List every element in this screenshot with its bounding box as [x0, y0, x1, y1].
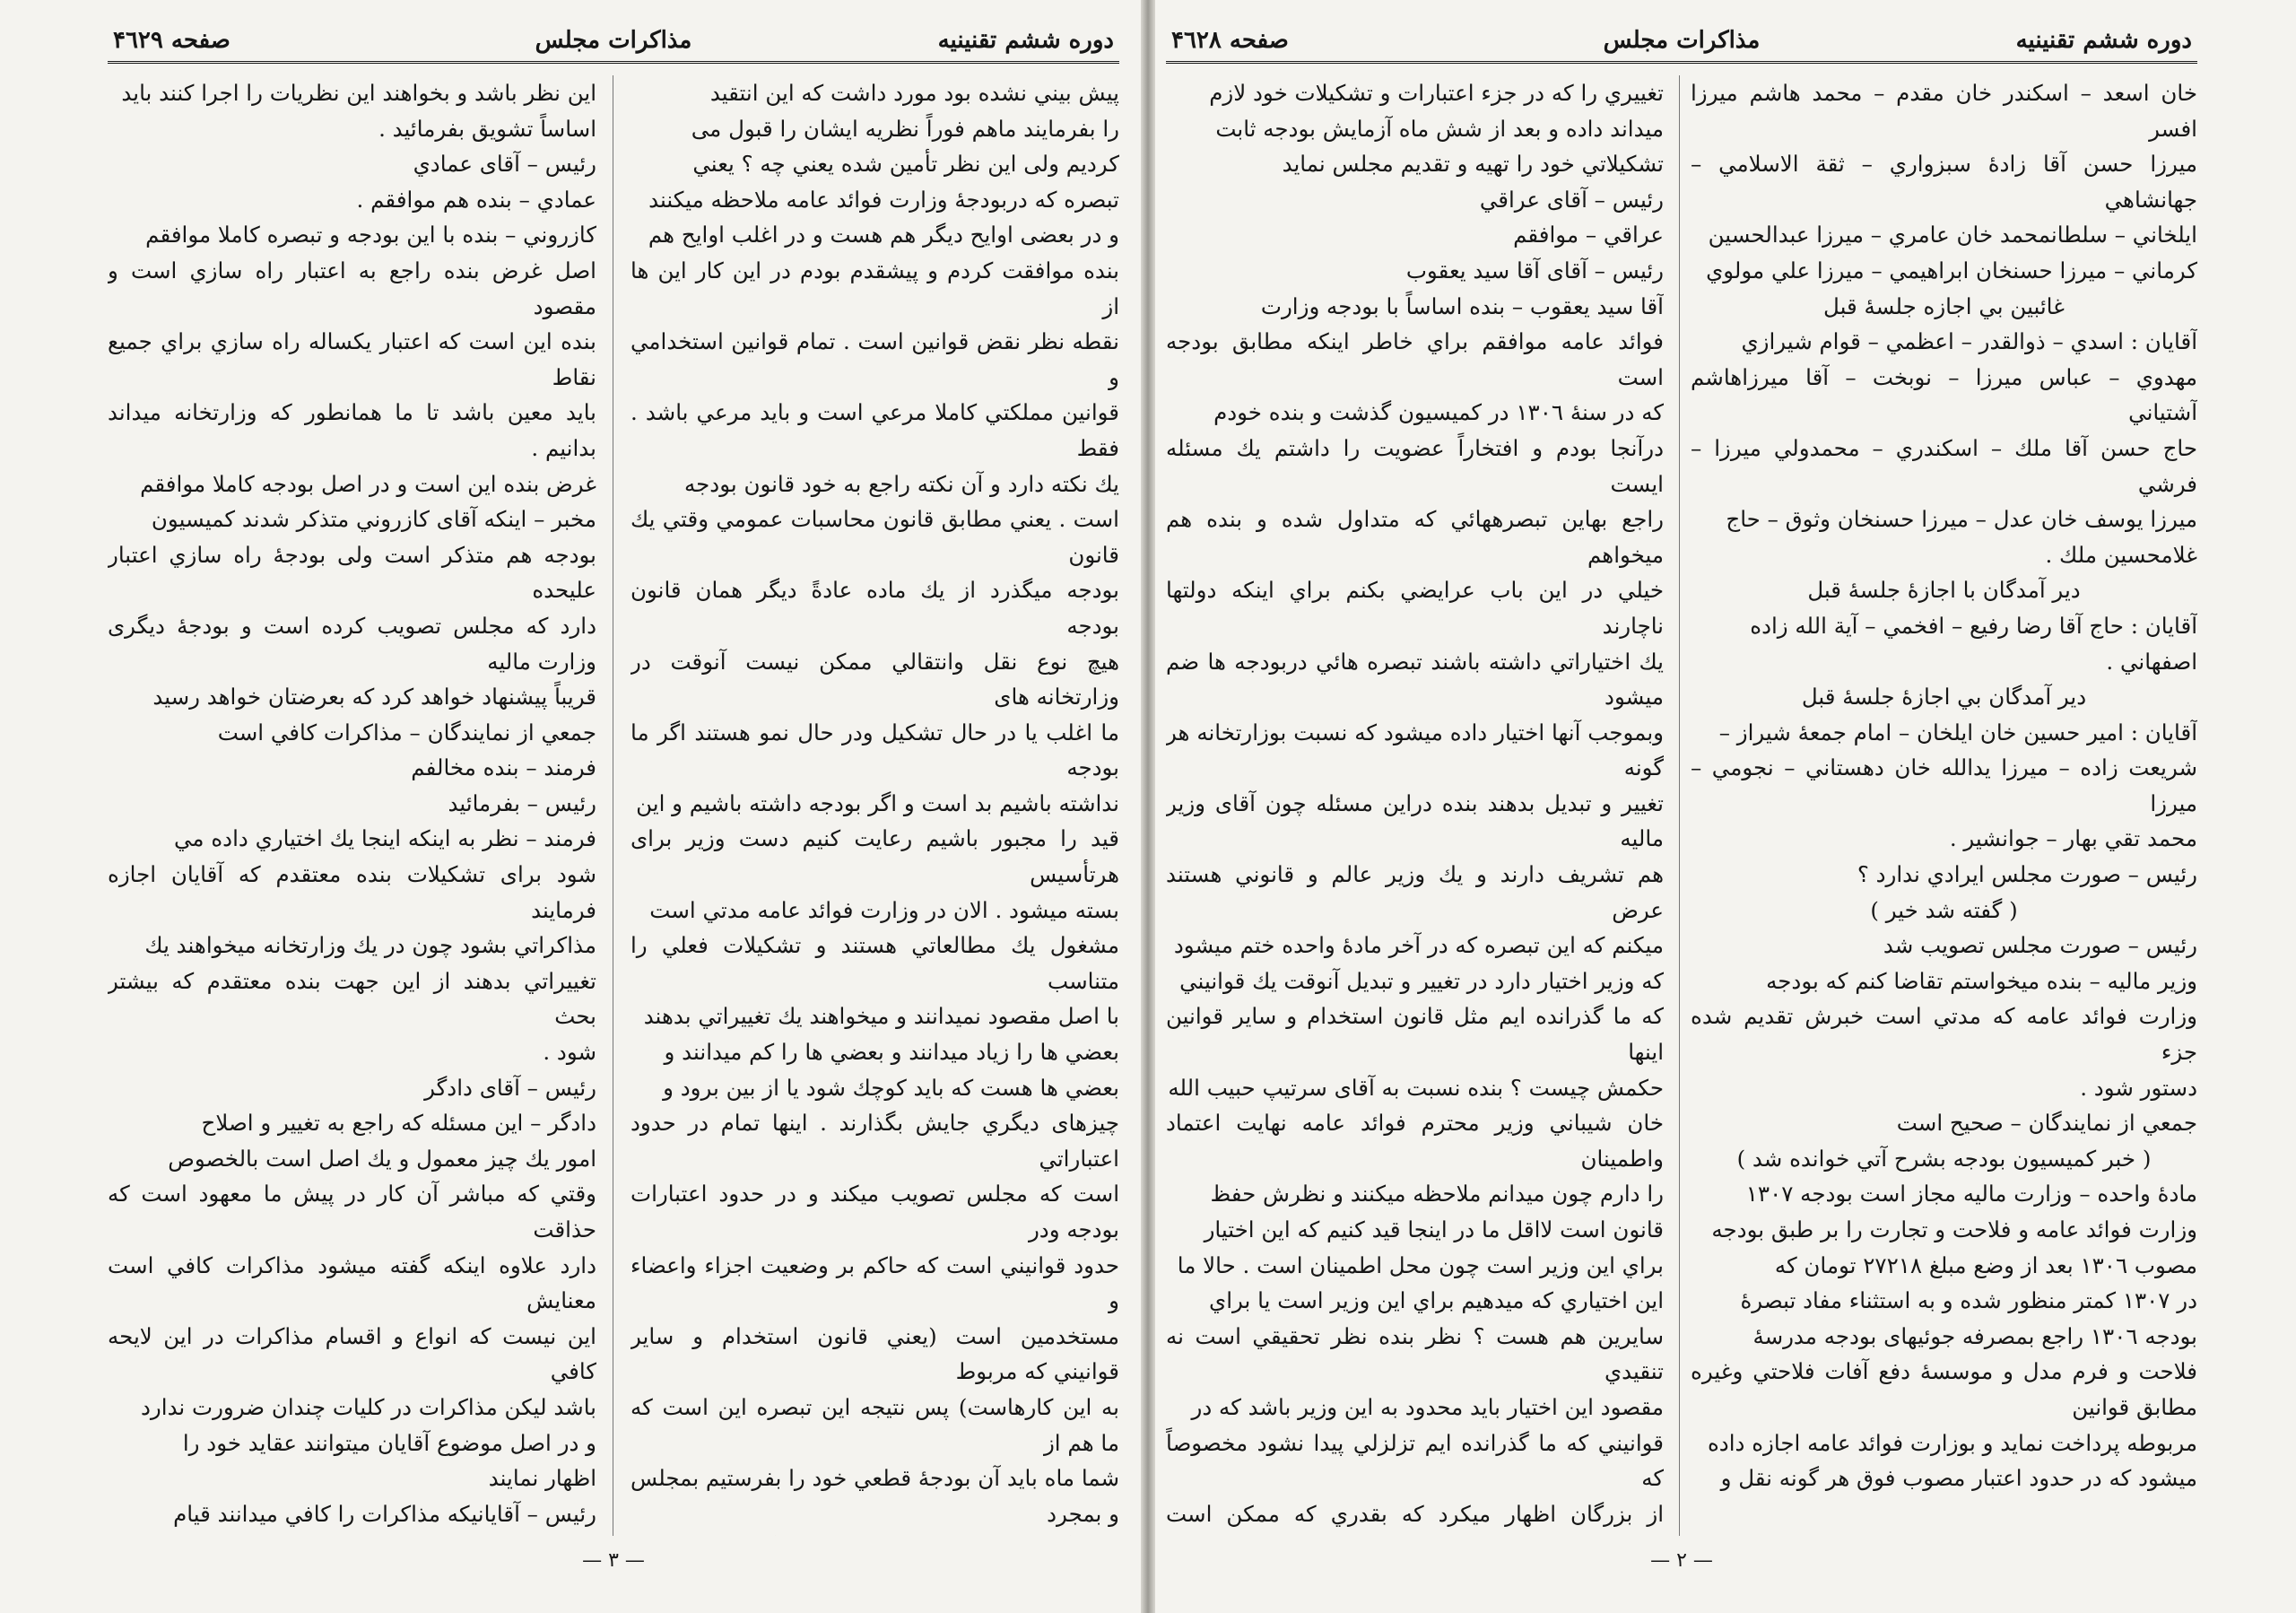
text-line: خان شيباني وزير محترم فوائد عامه نهايت اعتماد واطمينان — [1166, 1110, 1664, 1172]
text-line: و در بعضى اوايح ديگر هم هست و در اغلب اوايح هم — [648, 222, 1119, 248]
text-line: دادگر – اين مسئله كه راجع به تغيير و اصلاح — [201, 1110, 596, 1137]
text-line: ( گفته شد خير ) — [1870, 896, 2018, 923]
text-line: دارد كه مجلس تصويب كرده است و بودجهٔ ديگرى وزارت ماليه — [108, 612, 596, 675]
text-line: بودجه ١٣٠٦ راجع بمصرفه جوئيهاى بودجه مدرسهٔ — [1752, 1322, 2197, 1349]
text-line: حدود قوانيني است كه حاكم بر وضعيت اجزاء واعضاء و — [631, 1251, 1119, 1314]
text-line: و در اصل موضوع آقايان ميتوانند عقايد خود را — [182, 1429, 596, 1456]
text-line: را دارم چون ميدانم ملاحظه ميكنند و نظرش حفظ — [1210, 1181, 1664, 1208]
text-line: شود . — [543, 1039, 596, 1066]
text-line: دير آمدگان بي اجازهٔ جلسهٔ قبل — [1801, 684, 2087, 711]
text-line: عراقي – موافقم — [1513, 222, 1664, 248]
text-line: اساساً تشويق بفرمائيد . — [378, 115, 596, 142]
text-line: چيزهاى ديگري جايش بگذارند . اينها تمام در حدود اعتباراتي — [631, 1110, 1119, 1172]
text-column-left — [108, 75, 596, 1536]
text-line: تغييراتي بدهند از اين جهت بنده معتقدم كه بيشتر بحث — [108, 967, 596, 1030]
text-column-right — [1691, 75, 2197, 1536]
right-page-columns — [1166, 75, 2197, 1536]
text-line: مهدوي – عباس ميرزا – نوبخت – آقا ميرزاهاشم آشتياني — [1691, 363, 2197, 426]
text-line: دستور شود . — [2080, 1074, 2197, 1101]
text-line: اصفهاني . — [2106, 648, 2197, 675]
text-line: بسته ميشود . الان در وزارت فوائد عامه مدتي است — [649, 896, 1119, 923]
text-line: آقايان : اسدي – ذوالقدر – اعظمي – قوام شيرازي — [1741, 328, 2197, 355]
right-page — [1166, 20, 2197, 1581]
text-line: ( خبر كميسيون بودجه بشرح آتي خوانده شد ) — [1736, 1145, 2152, 1172]
text-line: حاج حسن آقا ملك – اسكندري – محمدولي ميرزا – فرشي — [1691, 434, 2197, 497]
text-line: فوائد عامه موافقم براي خاطر اينكه مطابق بودجه است — [1166, 328, 1664, 390]
text-line: كرديم ولى اين نظر تأمين شده يعني چه ؟ يعني — [692, 151, 1119, 178]
session-label: دوره ششم تقنينيه — [937, 27, 1114, 54]
text-line: قوانين مملكتي كاملا مرعي است و بايد مرعي باشد . فقط — [631, 399, 1119, 461]
text-line: رئيس – آقاى دادگر — [424, 1074, 596, 1101]
column-divider — [1679, 75, 1680, 1536]
text-line: بنده موافقت كردم و پيشقدم بودم در اين كار اين ها از — [631, 257, 1119, 319]
text-line: غلامحسين ملك . — [2045, 541, 2197, 568]
text-line: قريباً پيشنهاد خواهد كرد كه بعرضتان خواهد رسيد — [152, 684, 596, 711]
text-line: ميداند داده و بعد از شش ماه آزمايش بودجه ثابت — [1215, 115, 1664, 142]
text-line: قوانيني كه ما گذرانده ايم تزلزلي پيدا نشود مخصوصاً كه — [1166, 1429, 1664, 1492]
text-line: وقتي كه مباشر آن كار در پيش ما معهود است كه حذاقت — [108, 1181, 596, 1242]
text-line — [631, 1531, 1119, 1536]
session-label: دوره ششم تقنينيه — [2015, 27, 2192, 54]
left-page-header — [108, 20, 1119, 64]
text-line: هم تشريف دارند و يك وزير عالم و قانوني هستند عرض — [1166, 861, 1664, 923]
text-line: ميرزا يوسف خان عدل – ميرزا حسنخان وثوق – حاج — [1726, 506, 2197, 533]
text-line: باشد ليكن مذاكرات در كليات چندان ضرورت ندارد — [141, 1393, 596, 1420]
text-line: يك اختياراتي داشته باشند تبصره هائي دربودجه ها ضم ميشود — [1166, 648, 1664, 711]
text-line — [108, 1531, 596, 1536]
text-line: بعضي ها را زياد ميدانند و بعضي ها را كم ميدانند و — [664, 1039, 1119, 1066]
text-line: نداشته باشيم بد است و اگر بودجه داشته باشيم و اين — [636, 789, 1119, 816]
text-line: هيچ نوع نقل وانتقالي ممكن نيست آنوقت در وزارتخانه هاى — [631, 648, 1119, 711]
text-line: ميشود كه در حدود اعتبار مصوب فوق هر گونه نقل و — [1720, 1465, 2197, 1492]
text-line: كه در سنهٔ ١٣٠٦ در كميسيون گذشت و بنده خودم — [1213, 399, 1664, 426]
text-line: با اصل مقصود نميدانند و ميخواهند يك تغييراتي بدهند — [643, 1003, 1119, 1030]
text-line: را بفرمايند ماهم فوراً نظريه ايشان را قبول مى — [691, 115, 1119, 142]
text-line: ميكنم كه اين تبصره كه در آخر مادهٔ واحده ختم ميشود — [1173, 932, 1664, 959]
text-line: مشغول يك مطالعاتي هستند و تشكيلات فعلي را متناسب — [631, 932, 1119, 994]
text-line: بنده اين است كه اعتبار يكساله راه سازي براي جميع نقاط — [108, 328, 596, 390]
text-line: مذاكراتي بشود چون در يك وزارتخانه ميخواهند يك — [144, 932, 596, 959]
text-line: محمد تقي بهار – جوانشير . — [1949, 825, 2197, 852]
text-line: رئيس – آقاى آقا سيد يعقوب — [1405, 257, 1664, 283]
text-line: مصوب ١٣٠٦ بعد از وضع مبلغ ٢٧٢١٨ تومان كه — [1774, 1251, 2197, 1278]
text-line: رئيس – بفرمائيد — [448, 789, 596, 816]
text-line: نقطه نظر نقض قوانين است . تمام قوانين استخدامي و — [631, 328, 1119, 390]
left-page — [108, 20, 1119, 1581]
text-line: خان اسعد – اسكندر خان مقدم – محمد هاشم ميرزا افسر — [1691, 80, 2197, 142]
text-line: ايلخاني – سلطانمحمد خان عامري – ميرزا عبدالحسين — [1708, 222, 2197, 248]
text-column-left — [1166, 75, 1664, 1536]
text-line: فلاحت و فرم مدل و موسسهٔ دفع آفات فلاحتي وغيره مطابق قوانين — [1691, 1358, 2197, 1420]
text-line: براي اين وزير است چون محل اطمينان است . حالا ما — [1177, 1251, 1664, 1278]
text-line: رئيس – آقاى عمادي — [413, 151, 596, 178]
page-footer: — ٢ — — [1650, 1549, 1713, 1572]
text-line: اين نيست كه انواع و اقسام مذاكرات در اين لايحه كافي — [108, 1322, 596, 1385]
text-line: تشكيلاتي خود را تهيه و تقديم مجلس نمايد — [1282, 151, 1664, 178]
text-line: مخبر – اينكه آقاى كازروني متذكر شدند كميسيون — [151, 506, 596, 533]
text-line: رئيس – آقاى عراقي — [1479, 186, 1664, 213]
text-line: تغيير و تبديل بدهند بنده دراين مسئله چون آقاى وزير ماليه — [1166, 789, 1664, 852]
text-line: كه وزير اختيار دارد در تغيير و تبديل آنوقت يك قوانيني — [1179, 967, 1664, 994]
text-line: مقصود اين اختيار بايد محدود به اين وزير باشد كه در — [1191, 1393, 1664, 1420]
text-line: فرمند – بنده مخالفم — [411, 754, 596, 781]
text-line: جمعي از نمايندگان – مذاكرات كافي است — [217, 719, 596, 745]
text-line: از بزرگان اظهار ميكرد كه بقدري كه ممكن است — [1166, 1500, 1664, 1527]
text-line: قانون است لااقل ما در اينجا قيد كنيم كه اين اختيار — [1204, 1216, 1664, 1242]
text-line: اصل غرض بنده راجع به اعتبار راه سازي است و مقصود — [108, 257, 596, 319]
text-line: كه ما گذرانده ايم مثل قانون استخدام و ساير قوانين اينها — [1166, 1003, 1664, 1066]
text-line: غرض بنده اين است و در اصل بودجه كاملا موافقم — [140, 470, 596, 497]
text-line: رئيس – صورت مجلس ايرادي ندارد ؟ — [1857, 861, 2197, 888]
text-line: است كه مجلس تصويب ميكند و در حدود اعتبارات بودجه ودر — [631, 1181, 1119, 1242]
text-line: وزارت فوائد عامه كه مدتي است خبرش تقديم شده جزء — [1691, 1003, 2197, 1066]
text-line: به اين كارهاست) پس نتيجه اين تبصره اين است كه ما هم از — [631, 1393, 1119, 1456]
page-footer: — ٣ — — [582, 1549, 645, 1572]
text-line: دارد علاوه اينكه گفته ميشود مذاكرات كافي است معنايش — [108, 1251, 596, 1314]
text-line: جمعي از نمايندگان – صحيح است — [1896, 1110, 2197, 1137]
text-line: آقا سيد يعقوب – بنده اساساً با بودجه وزارت — [1260, 292, 1664, 319]
text-line: در ١٣٠٧ كمتر منظور شده و به استثناء مفاد تبصرهٔ — [1740, 1287, 2197, 1314]
text-line: تبصره كه دربودجهٔ وزارت فوائد عامه ملاحظه ميكنند — [648, 186, 1119, 213]
text-line: غائبين بي اجازه جلسهٔ قبل — [1823, 292, 2065, 319]
text-line: است . يعني مطابق قانون محاسبات عمومي وقتي يك قانون — [631, 506, 1119, 568]
text-column-right — [631, 75, 1119, 1536]
text-line: بايد معين باشد تا ما همانطور كه وزارتخانه ميداند بدانيم . — [108, 399, 596, 461]
text-line: ميرزا حسن آقا زادهٔ سبزواري – ثقة الاسلامي – جهانشاهي — [1691, 151, 2197, 213]
text-line: آقايان : امير حسين خان ايلخان – امام جمعهٔ شيراز – — [1718, 719, 2197, 745]
text-line: ما اغلب يا در حال تشكيل ودر حال نمو هستند اگر ما بودجه — [631, 719, 1119, 781]
text-line: سايرين هم هست ؟ نظر بنده نظر تحقيقي است نه تنقيدي — [1166, 1322, 1664, 1385]
page-number: صفحه ۴٦٢٩ — [113, 27, 230, 54]
text-line: مستخدمين است (يعني قانون استخدام و ساير قوانيني كه مربوط — [631, 1322, 1119, 1385]
text-line: اين اختياري كه ميدهيم براي اين وزير است يا براي — [1209, 1287, 1664, 1314]
text-line: شما ماه بايد آن بودجهٔ قطعي خود را بفرستيم بمجلس و بمجرد — [631, 1465, 1119, 1527]
text-line: شود براى تشكيلات بنده معتقدم كه آقايان اجازه فرمايند — [108, 861, 596, 923]
text-line: راجع بهاين تبصرههائي كه متداول شده و بنده هم ميخواهم — [1166, 506, 1664, 568]
text-line: حكمش چيست ؟ بنده نسبت به آقاى سرتيپ حبيب الله — [1168, 1074, 1664, 1101]
text-line: وبموجب آنها اختيار داده ميشود كه نسبت بوزارتخانه هر گونه — [1166, 719, 1664, 781]
text-line: رئيس – آقايانيكه مذاكرات را كافي ميدانند قيام — [173, 1500, 596, 1527]
text-line: آقايان : حاج آقا رضا رفيع – افخمي – آية الله زاده — [1750, 612, 2197, 639]
text-line: مربوطه پرداخت نمايد و بوزارت فوائد عامه اجازه داده — [1707, 1429, 2197, 1456]
text-line: فرمند – نظر به اينكه اينجا يك اختياري داده مي — [173, 825, 596, 852]
text-line: پيش بيني نشده بود مورد داشت كه اين انتقيد — [709, 80, 1119, 106]
text-line: رئيس – صورت مجلس تصويب شد — [1883, 932, 2197, 959]
text-line: وزير ماليه – بنده ميخواستم تقاضا كنم كه بودجه — [1766, 967, 2197, 994]
text-line: شريعت زاده – ميرزا يدالله خان دهستاني – نجومي – ميرزا — [1691, 754, 2197, 816]
text-line: قيد را مجبور باشيم رعايت كنيم دست وزير براى هرتأسيس — [631, 825, 1119, 888]
text-line: عمادي – بنده هم موافقم . — [356, 186, 596, 213]
text-line: وزارت فوائد عامه و فلاحت و تجارت را بر طبق بودجه — [1711, 1216, 2197, 1242]
text-line: كازروني – بنده با اين بودجه و تبصره كاملا موافقم — [145, 222, 596, 248]
running-title: مذاكرات مجلس — [1603, 27, 1761, 54]
left-page-columns — [108, 75, 1119, 1536]
page-number: صفحه ۴٦٢٨ — [1171, 27, 1289, 54]
text-line: بعضي ها هست كه بايد كوچك شود يا از بين برود و — [663, 1074, 1119, 1101]
text-line: اظهار نمايند — [488, 1465, 596, 1492]
text-line: درآنجا بودم و افتخاراً عضويت را داشتم يك مسئله ايست — [1166, 434, 1664, 497]
text-line: تغييري را كه در جزء اعتبارات و تشكيلات خود لازم — [1209, 80, 1664, 106]
book-gutter — [1141, 0, 1155, 1613]
text-line: بودجه هم متذكر است ولى بودجهٔ راه سازي اعتبار عليحده — [108, 541, 596, 604]
text-line: مادهٔ واحده – وزارت ماليه مجاز است بودجه ١٣٠٧ — [1745, 1181, 2197, 1208]
text-line: اين نظر باشد و بخواهند اين نظريات را اجرا كنند بايد — [121, 80, 596, 106]
right-page-header — [1166, 20, 2197, 64]
text-line: دير آمدگان با اجازهٔ جلسهٔ قبل — [1807, 577, 2081, 604]
text-line: يك نكته دارد و آن نكته راجع به خود قانون بودجه — [684, 470, 1119, 497]
text-line: بودجه ميگذرد از يك ماده عادةً ديگر همان قانون بودجه — [631, 577, 1119, 639]
text-line: كرماني – ميرزا حسنخان ابراهيمي – ميرزا علي مولوي — [1706, 257, 2197, 283]
running-title: مذاكرات مجلس — [535, 27, 692, 54]
text-line: خيلي در اين باب عرايضي بكنم براي اينكه دولتها ناچارند — [1166, 577, 1664, 639]
text-line: امور يك چيز معمول و يك اصل است بالخصوص — [168, 1145, 596, 1172]
